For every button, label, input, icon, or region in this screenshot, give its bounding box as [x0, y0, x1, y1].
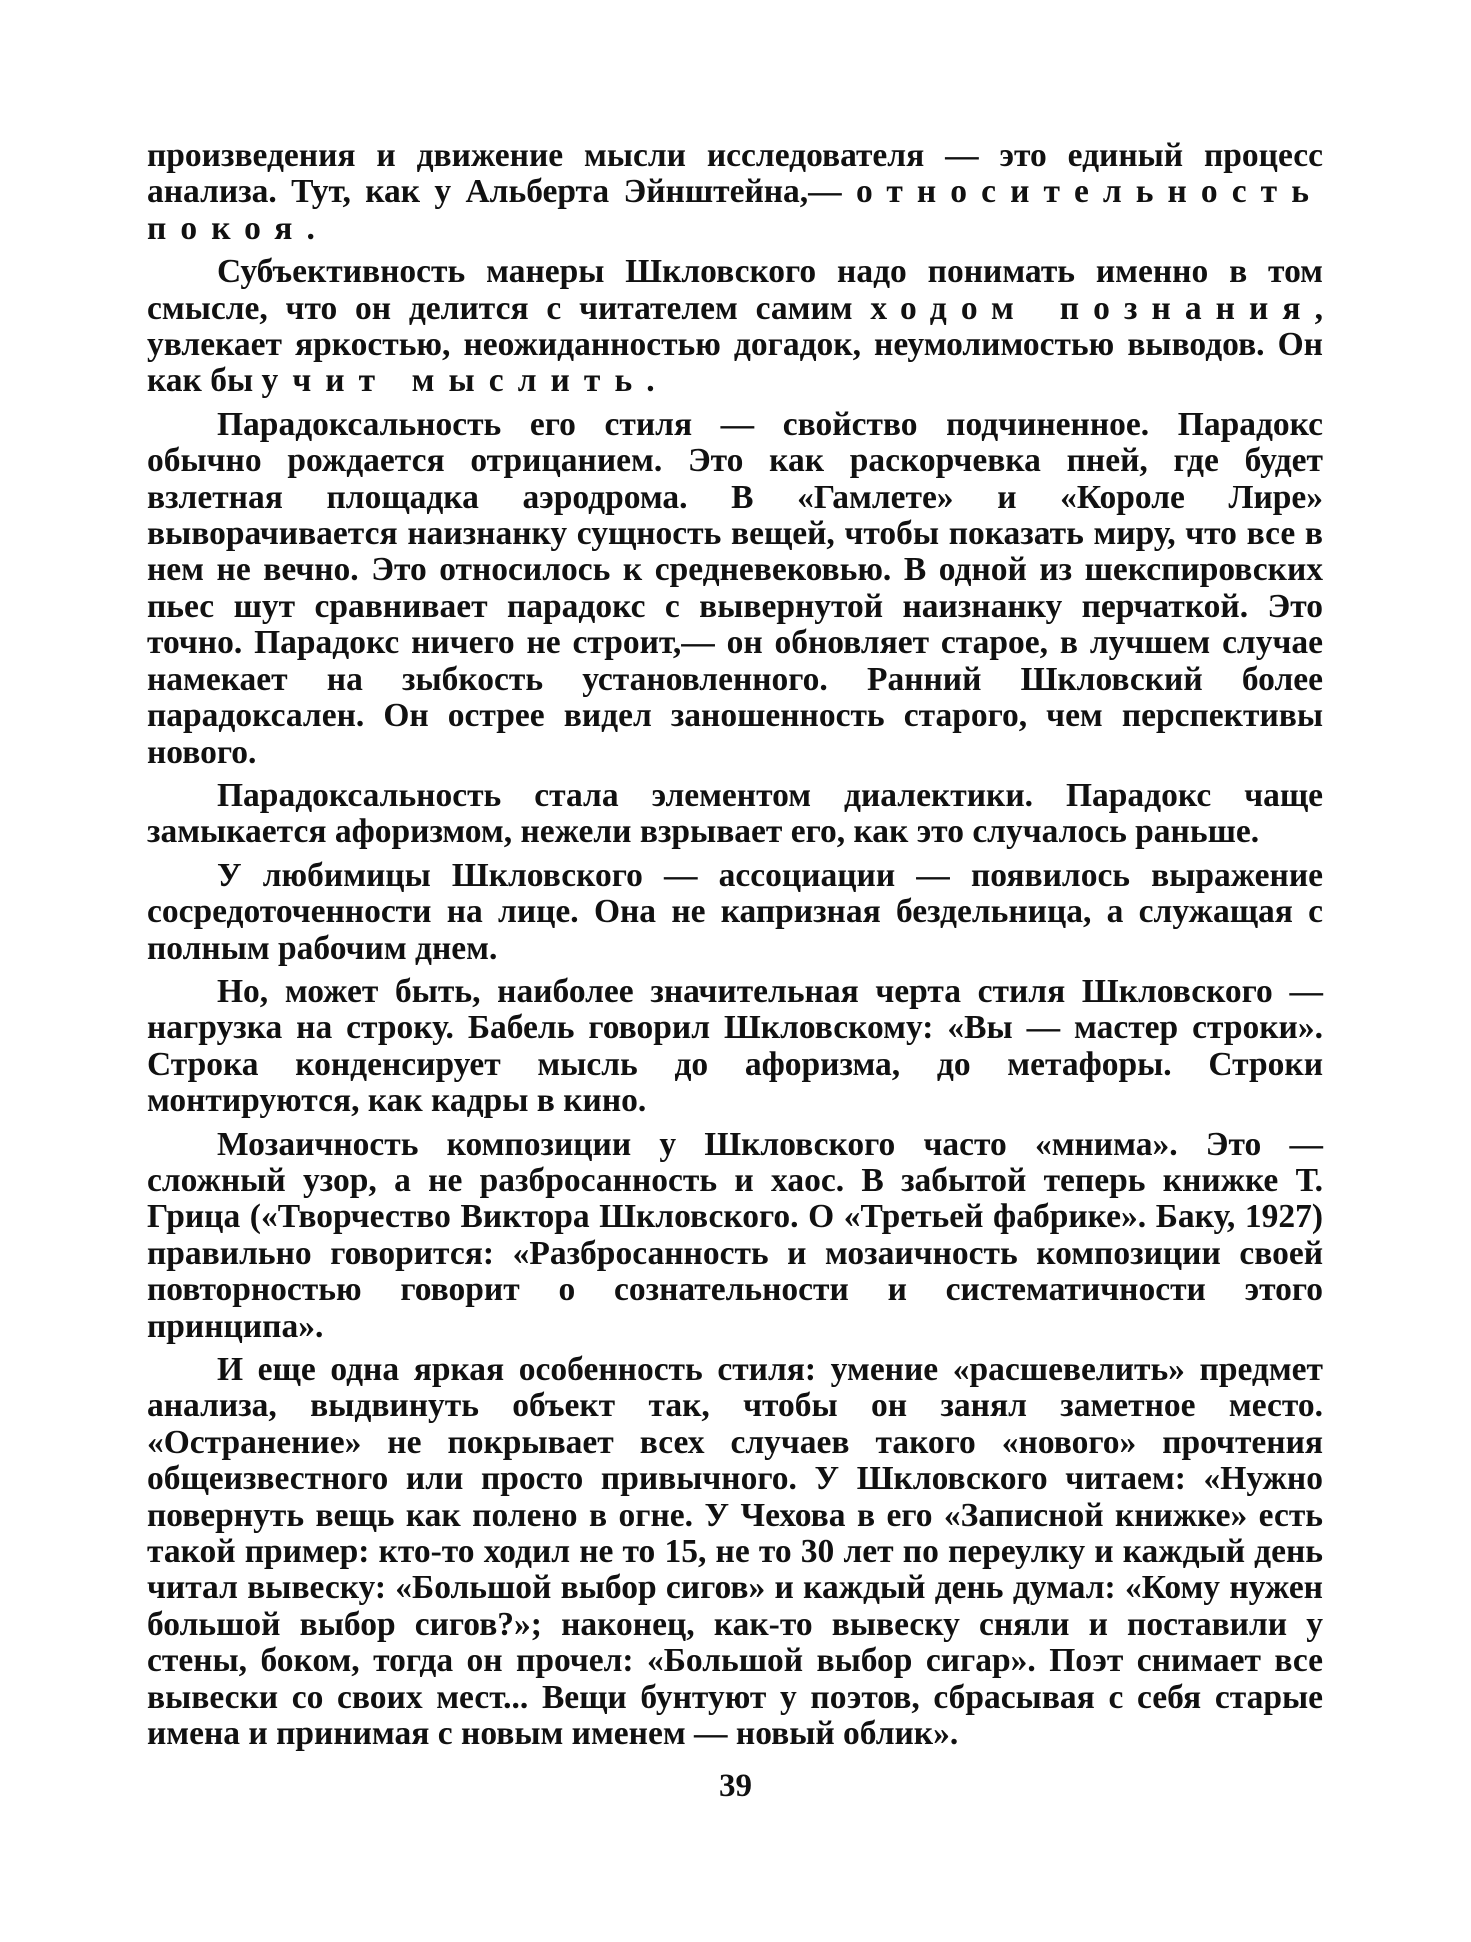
paragraph-1-text-a: произведения и движение мысли исследователя — это единый процесс анализа. Тут, как у Альберта Эйнштейна,—	[147, 137, 1323, 211]
spaced-emphasis-course-of-cognition: ходом познания	[870, 289, 1315, 327]
paragraph-2-text-a: Субъективность манеры Шкловского надо понимать именно в том смысле, что он делится с читателем самим	[147, 253, 1323, 327]
paragraph-3: Парадоксальность его стиля — свойство подчиненное. Парадокс обычно рождается отрицанием. Это как раскорчевка пней, где будет взлетная площадка аэродрома. В «Гамлете» и «Короле Лире» выворачивается наизнанку сущность вещей, чтобы показать миру, что все в нем не вечно. Это относилось к средневековью. В одной из шекспировских пьес шут сравнивает парадокс с вывернутой наизнанку перчаткой. Это точно. Парадокс ничего не строит,— он обновляет старое, в лучшем случае намекает на зыбкость установленного. Ранний Шкловский более парадоксален. Он острее видел заношенность старого, чем перспективы нового.	[147, 405, 1323, 771]
paragraph-4: Парадоксальность стала элементом диалектики. Парадокс чаще замыкается афоризмом, нежели взрывает его, как это случалось раньше.	[147, 776, 1323, 851]
paragraph-1-text-b: .	[306, 209, 315, 247]
paragraph-6: Но, может быть, наиболее значительная черта стиля Шкловского — нагрузка на строку. Бабель говорил Шкловскому: «Вы — мастер строки». Строка конденсирует мысль до афоризма, до метафоры. Строки монтируются, как кадры в кино.	[147, 972, 1323, 1120]
spaced-emphasis-teaches-to-think: учит мыслить	[261, 362, 647, 400]
page-number: 39	[719, 1768, 752, 1804]
paragraph-8: И еще одна яркая особенность стиля: умение «расшевелить» предмет анализа, выдвинуть объект так, чтобы он занял заметное место. «Остранение» не покрывает всех случаев такого «нового» прочтения общеизвестного или просто привычного. У Шкловского читаем: «Нужно повернуть вещь как полено в огне. У Чехова в его «Записной книжке» есть такой пример: кто-то ходил не то 15, не то 30 лет по переулку и каждый день читал вывеску: «Большой выбор сигов» и каждый день думал: «Кому нужен большой выбор сигов?»; наконец, как-то вывеску сняли и поставили у стены, боком, тогда он прочел: «Большой выбор сигар». Поэт снимает все вывески со своих мест... Вещи бунтуют у поэтов, сбрасывая с себя старые имена и принимая с новым именем — новый облик».	[147, 1351, 1323, 1753]
paragraph-1	[147, 138, 1323, 247]
paragraph-5: У любимицы Шкловского — ассоциации — появилось выражение сосредоточенности на лице. Она не капризная бездельница, а служащая с полным рабочим днем.	[147, 856, 1323, 967]
spaced-emphasis-relativity-of-rest: относительность покоя	[147, 173, 1323, 247]
paragraph-2	[147, 254, 1323, 400]
paragraph-2-text-c: .	[646, 362, 655, 400]
paragraph-2-text-b: , увлекает яркостью, неожиданностью догадок, неумолимостью выводов. Он как бы	[147, 289, 1323, 400]
paragraph-7: Мозаичность композиции у Шкловского часто «мнима». Это — сложный узор, а не разбросанность и хаос. В забытой теперь книжке Т. Грица («Творчество Виктора Шкловского. О «Третьей фабрике». Баку, 1927) правильно говорится: «Разбросанность и мозаичность композиции своей повторностью говорит о сознательности и систематичности этого принципа».	[147, 1125, 1323, 1345]
page-body	[147, 138, 1323, 1759]
